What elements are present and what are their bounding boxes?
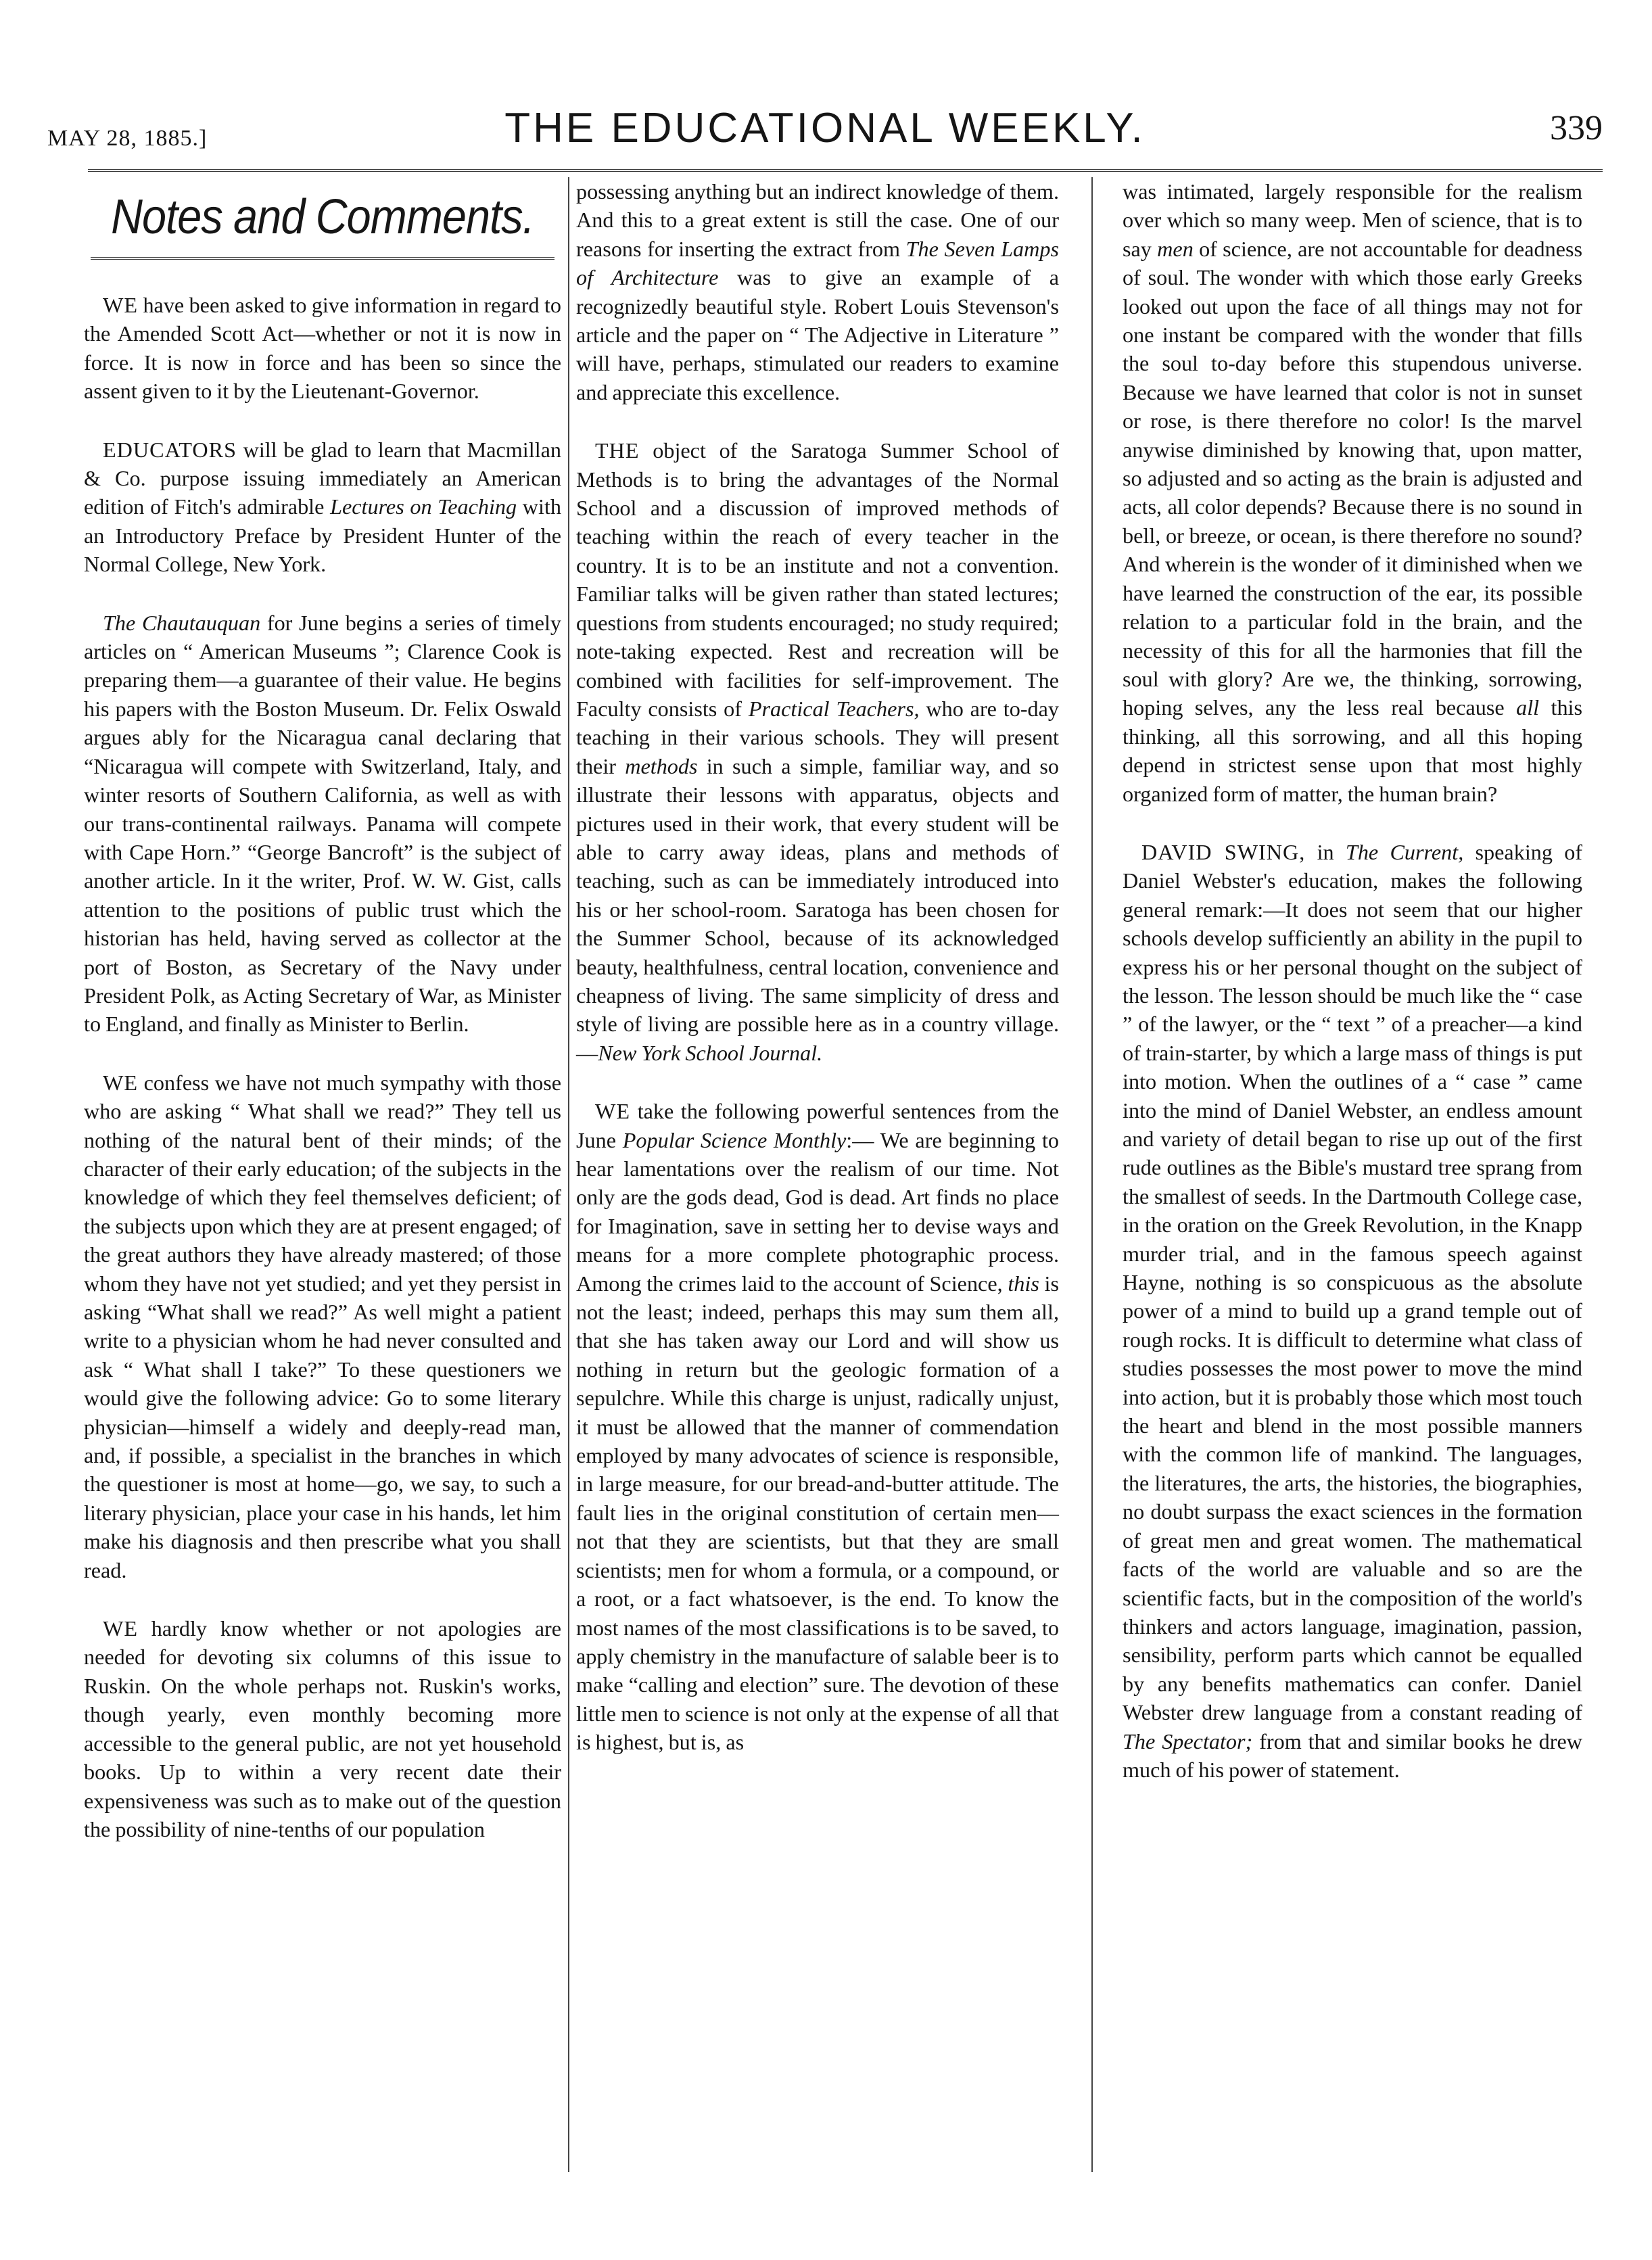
header-rule	[88, 169, 1603, 172]
lead-word: THE	[595, 438, 640, 463]
book-title: The Seven Lamps of Architecture	[576, 236, 1060, 290]
paragraph-david-swing	[1123, 838, 1582, 1784]
paragraph-text: object of the Saratoga Summer School of Methods is to bring the advantages of the Normal School and a discussion of improved methods of teaching within the reach of every teacher in the country. It is to be an institute and not a convention. Familiar talks will be given rather than stated lectures; questions from students encouraged; no study required; note-taking expected. Rest and recreation will be combined with facilities for self-improvement. The Faculty consists of	[576, 438, 1060, 721]
lead-word: EDUCATORS	[103, 437, 237, 462]
running-header	[47, 103, 1603, 157]
paragraph-chautauquan	[84, 609, 561, 1039]
paragraph-text: in	[1317, 839, 1334, 864]
paragraph-text: was to give an example of a recognizedly beautiful style. Robert Louis Stevenson's article and the paper on “ The Adjective in Literature ” will have, perhaps, stimulated our readers to examine and appreciate this excellence.	[576, 265, 1060, 404]
paragraph-text: will be glad to learn that Macmillan & Co. purpose issuing immediately an American edition of Fitch's admirable	[84, 437, 562, 519]
paragraph-what-to-read	[84, 1068, 561, 1584]
lead-word: WE	[595, 1099, 631, 1124]
paragraph-text: confess we have not much sympathy with those who are asking “ What shall we read?” They tell us nothing of the natural bent of their minds; of the character of their early education; of the subjects in the knowledge of which they feel themselves deficient; of the subjects upon which they are at present engaged; of the great authors they have already mastered; of those whom they have not yet studied; and yet they persist in asking “What shall we read?” As well might a patient write to a physician whom he had never consulted and ask “ What shall I take?” To these questioners we would give the following advice: Go to some literary physician—himself a widely and deeply-read man, and, if possible, a specialist in the branches in which the questioner is most at home—go, we say, to such a literary physician, place your case in his hands, let him make his diagnosis and then prescribe what you shall read.	[84, 1070, 562, 1582]
periodical-title: Popular Science Monthly	[622, 1127, 847, 1152]
periodical-title: The Chautauquan	[103, 610, 261, 635]
lead-word: WE	[103, 1616, 139, 1641]
paragraph-text: with an Introductory Preface by President Hunter of the Normal College, New York.	[84, 494, 562, 577]
paragraph-text: :— We are beginning to hear lamentations over the realism of our time. Not only are the gods dead, God is dead. Art finds no place for Imagination, save in setting her to devise ways and means for a more complete photographic process. Among the crimes laid to the account of Science,	[576, 1127, 1059, 1296]
paragraph-text: this thinking, all this sorrowing, and all this hoping depend in strictest sense upon that most highly organized form of matter, the human brain?	[1123, 695, 1583, 806]
lead-word: WE	[103, 1070, 139, 1095]
paragraph-text: have been asked to give information in regard to the Amended Scott Act—whether or not it is now in force. It is now in force and has been so since the assent given to it by the Lieutenant-Governor.	[84, 293, 562, 404]
paragraph-text: for June begins a series of timely articles on “ American Museums ”; Clarence Cook is preparing them—a guarantee of their value. He begins his papers with the Boston Museum. Dr. Felix Oswald argues ably for the Nicaragua canal declaring that “Nicaragua will compete with Switzerland, Italy, and winter resorts of Southern California, as well as with our trans-continental railways. Panama will compete with Cape Horn.” “George Bancroft” is the subject of another article. In it the writer, Prof. W. W. Gist, calls attention to the positions of public trust which the historian has held, having served as collector at the port of Boston, as Secretary of the Navy under President Polk, as Acting Secretary of War, as Minister to England, and finally as Minister to Berlin.	[84, 610, 561, 1037]
paragraph-text: of science, are not accountable for deadness of soul. The wonder with which those early Greeks looked out upon the face of all things may not for one instant be compared with the wonder that fills the soul to-day before this stupendous universe. Because we have learned that color is not in sunset or rose, is there therefore no color! Is the marvel anywise diminished by knowing that, upon matter, so adjusted and so acting as the brain is adjusted and acts, all color depends? Because there is no sound in bell, or breeze, or ocean, is there therefore no sound? And wherein is the wonder of it diminished when we have learned the construction of the ear, its possible relation to a particular fold in the brain, and the necessity of this for all the harmonies that fill the soul with glory? Are we, the thinking, sorrowing, hoping selves, any the less real because	[1123, 236, 1583, 720]
column-2	[576, 177, 1059, 1787]
periodical-title: The Spectator;	[1123, 1728, 1253, 1753]
emphasis: methods	[625, 753, 698, 778]
lead-word: WE	[103, 293, 139, 317]
paragraph-science-continued	[1123, 177, 1582, 808]
section-title: Notes and Comments.	[111, 190, 534, 244]
paragraph-text: hardly know whether or not apologies are needed for devoting six columns of this issue to Ruskin. On the whole perhaps not. Ruskin's works, though yearly, even monthly becoming more accessible to the general public, are not yet household books. Up to within a very recent date their expensiveness was such as to make out of the question the possibility of nine-tenths of our population	[84, 1616, 562, 1841]
lead-word: DAVID SWING,	[1141, 839, 1306, 864]
emphasis: Practical Teachers,	[748, 696, 920, 721]
source-title: New York School Journal.	[598, 1040, 823, 1065]
book-title: Lectures on Teaching	[330, 494, 517, 519]
paragraph-text: who are to-day teaching in their various schools. They will present their	[576, 696, 1060, 778]
page-number: 339	[1550, 109, 1603, 147]
emphasis: this	[1008, 1271, 1039, 1296]
emphasis: all	[1516, 695, 1540, 720]
paragraph-text: in such a simple, familiar way, and so illustrate their lessons with apparatus, objects and pictures used in their work, that every student will be able to carry away ideas, plans and methods of teaching, such as can be immediately introduced into his or her school-room. Saratoga has been chosen for the Summer School, because of its acknowledged beauty, healthfulness, central location, convenience and cheapness of living. The same simplicity of dress and style of living are possible here as in a country village.—	[576, 753, 1060, 1065]
paragraph-popular-science	[576, 1097, 1059, 1756]
periodical-title: The Current,	[1345, 839, 1464, 864]
paragraph-ruskin-continued	[576, 177, 1059, 406]
paragraph-text: possessing anything but an indirect knowledge of them. And this to a great extent is still the case. One of our reasons for inserting the extract from	[576, 179, 1059, 261]
paragraph-saratoga	[576, 436, 1059, 1067]
title-rule	[91, 257, 554, 260]
paragraph-ruskin	[84, 1614, 561, 1843]
paragraph-text: from that and similar books he drew much of his power of statement.	[1123, 1728, 1583, 1782]
paragraph-text: take the following powerful sentences from the June	[576, 1099, 1060, 1152]
journal-title: THE EDUCATIONAL WEEKLY.	[504, 105, 1146, 151]
emphasis: men	[1157, 236, 1194, 261]
paragraph-scott-act	[84, 291, 561, 406]
paragraph-macmillan	[84, 435, 561, 579]
column-1	[84, 184, 561, 1873]
column-divider	[1091, 177, 1093, 2172]
paragraph-text: was intimated, largely responsible for the realism over which so many weep. Men of science, that is to say	[1123, 179, 1582, 261]
paragraph-text: is not the least; indeed, perhaps this may sum them all, that she has taken away our Lord and will show us nothing in return but the geologic formation of a sepulchre. While this charge is unjust, radically unjust, it must be allowed that the manner of commendation employed by many advocates of science is responsible, in large measure, for our bread-and-butter attitude. The fault lies in the original constitution of certain men—not that they are scientists, but that they are small scientists; men for whom a formula, or a compound, or a root, or a fact whatsoever, is the end. To know the most names of the most classifications is to be saved, to apply chemistry in the manufacture of salable beer is to make “calling and election” sure. The devotion of these little men to science is not only at the expense of all that is highest, but is, as	[576, 1271, 1060, 1755]
column-divider	[568, 177, 569, 2172]
column-3	[1123, 177, 1582, 1814]
issue-date: MAY 28, 1885.]	[47, 126, 208, 151]
paragraph-text: speaking of Daniel Webster's education, makes the following general remark:—It does not seem that our higher schools develop sufficiently an ability in the pupil to express his or her personal thought on the subject of the lesson. The lesson should be much like the “ case ” of the lawyer, or the “ text ” of a preacher—a kind of train-starter, by which a large mass of things is put into motion. When the outlines of a “ case ” came into the mind of Daniel Webster, an endless amount and variety of detail began to rise up out of the first rude outlines as the Bible's mustard tree sprang from the smallest of seeds. In the Dartmouth College case, in the oration on the Greek Revolution, in the Knapp murder trial, and in the famous speech against Hayne, nothing is so conspicuous as the absolute power of a mind to build up a grand temple out of rough rocks. It is difficult to determine what class of studies possesses the most power to move the mind into action, but it is probably those which most touch the heart and blend in the most possible manners with the common life of mankind. The languages, the literatures, the arts, the histories, the biographies, no doubt surpass the exact sciences in the formation of great men and great women. The mathematical facts of the world are valuable and so are the scientific facts, but in the composition of the world's thinkers and actors language, imagination, passion, sensibility, perform parts which cannot be equalled by any benefits mathematics can confer. Daniel Webster drew language from a constant reading of	[1123, 839, 1583, 1725]
